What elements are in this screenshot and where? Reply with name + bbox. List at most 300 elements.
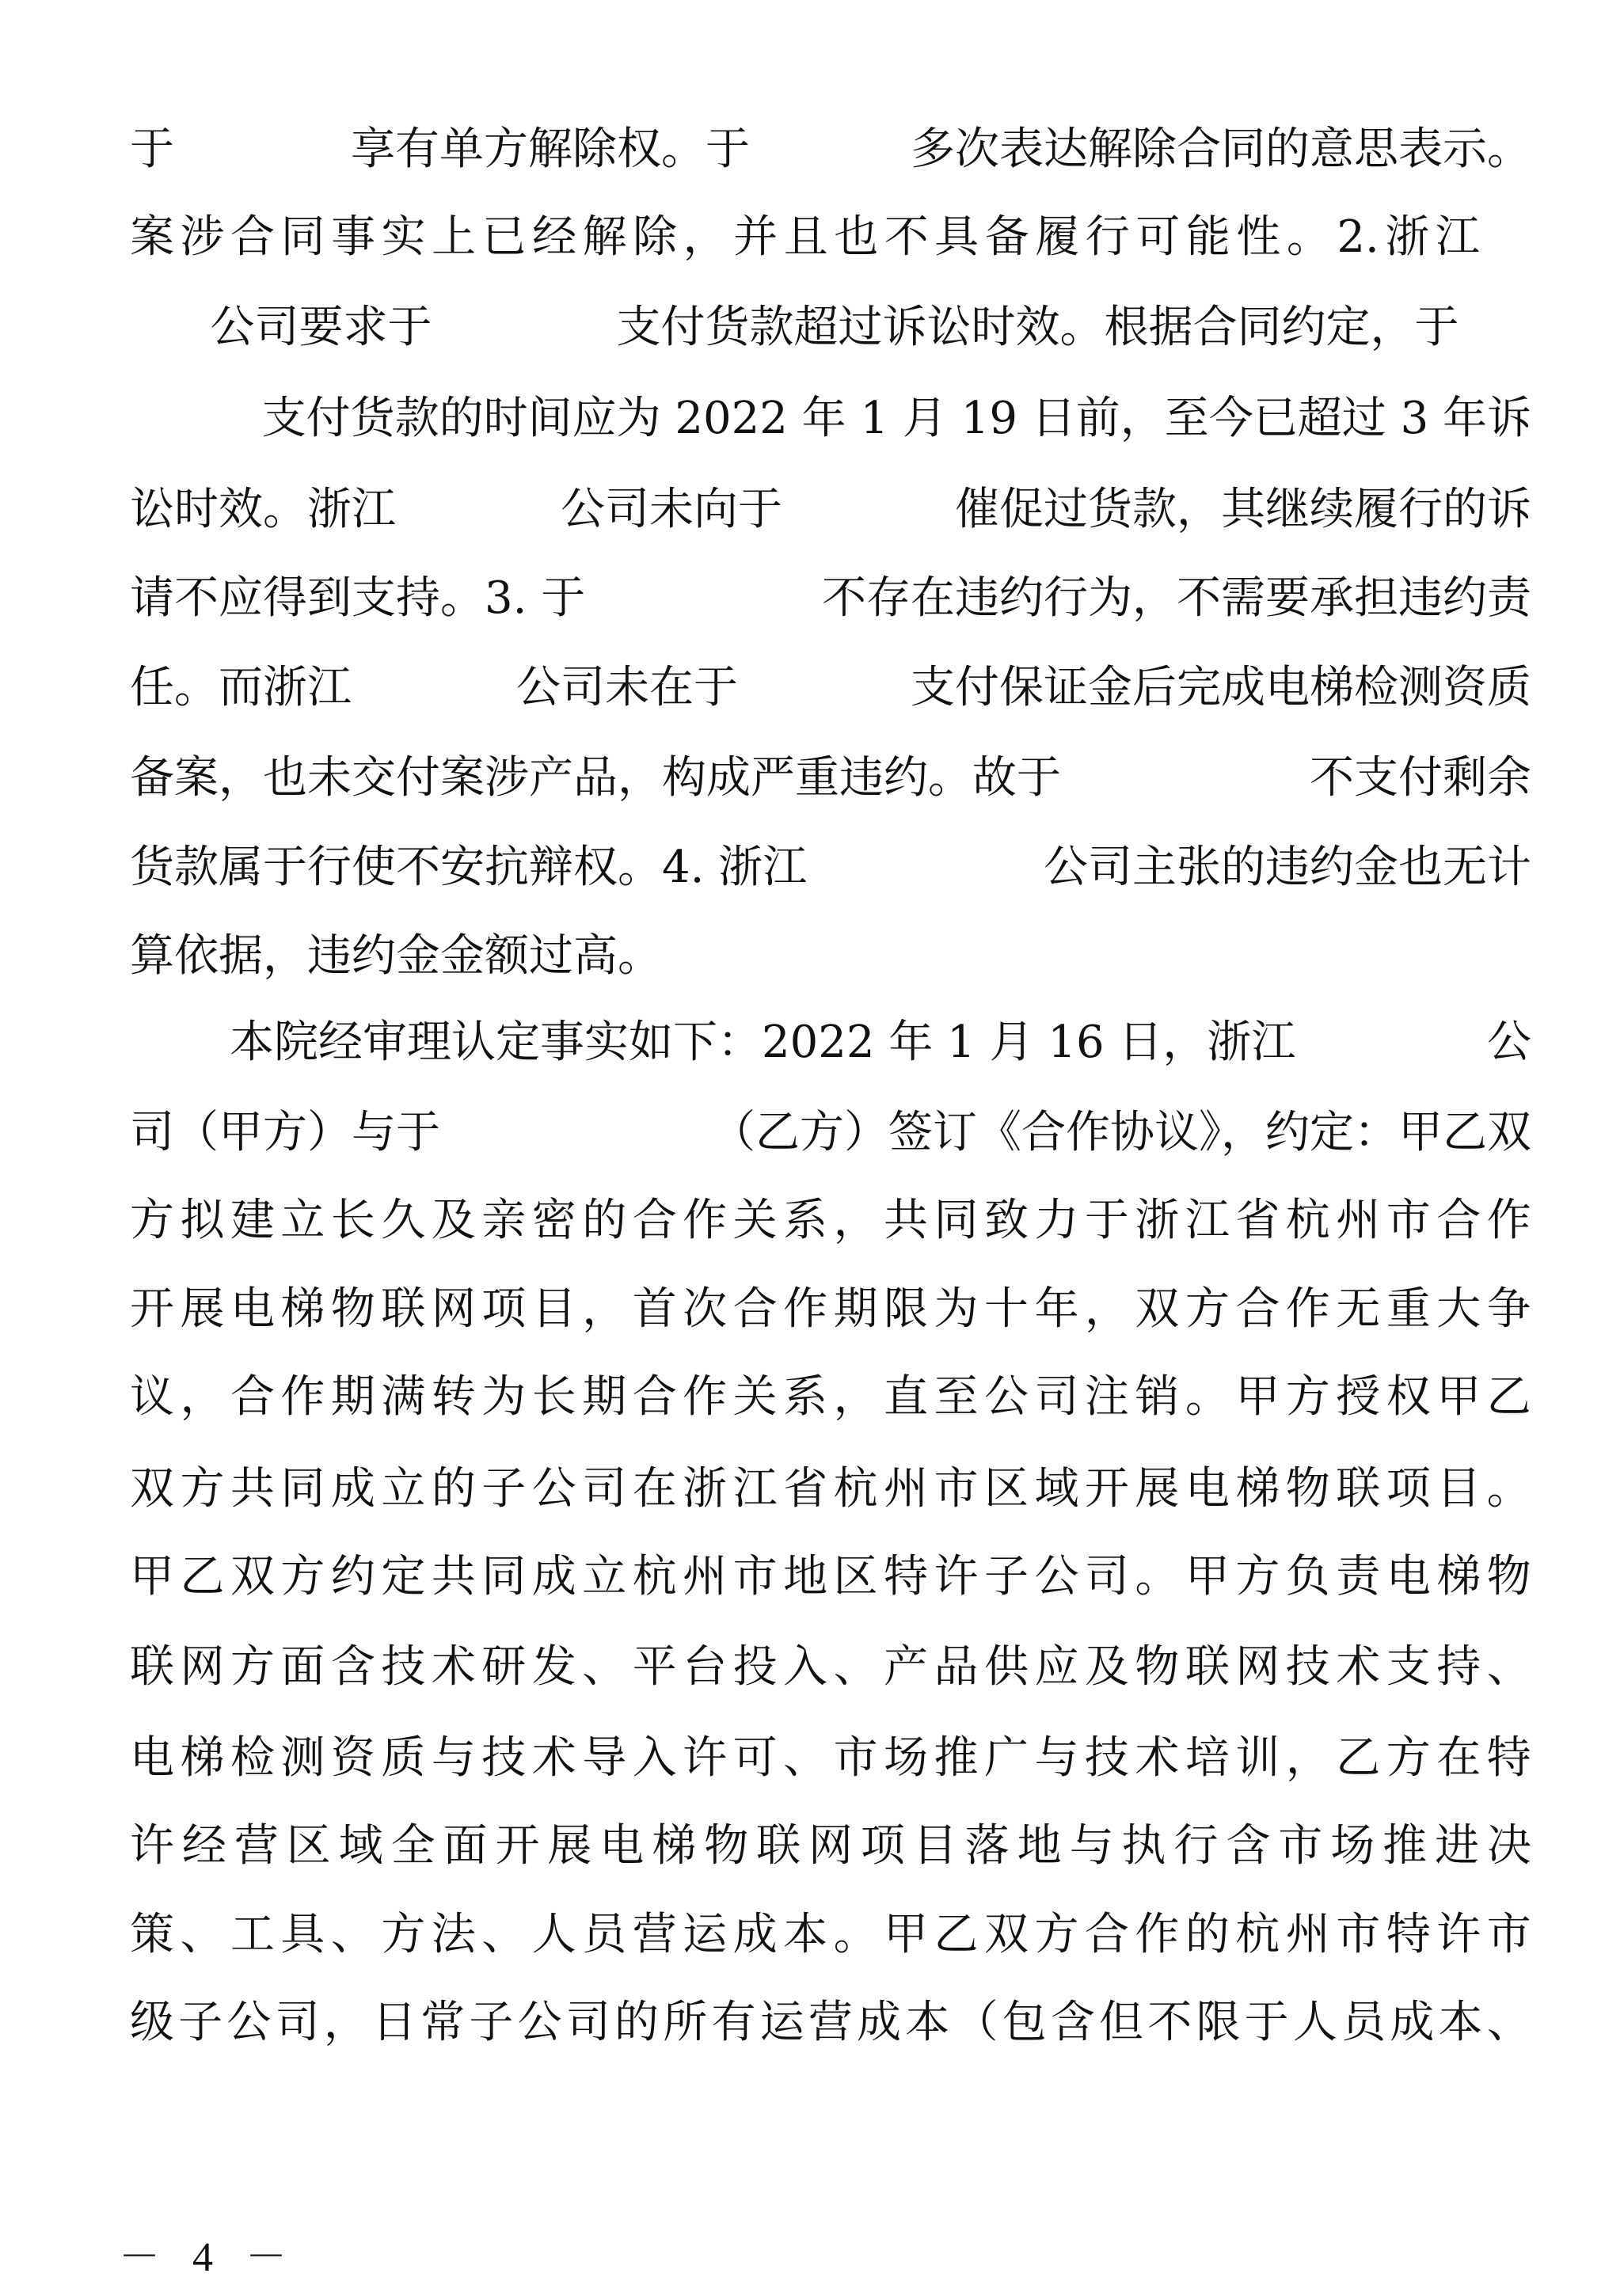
redacted-name [1348,1021,1435,1065]
text-char: 方 [1235,1551,1280,1602]
text-char: 长 [531,1371,576,1423]
text-char: 推 [934,1732,979,1784]
text-char: 方 [230,1641,275,1693]
text-char: 目 [912,1820,957,1872]
text-char: 、 [180,1909,225,1960]
text-char: 特 [884,1551,929,1602]
text-char: 包 [1002,1997,1047,2048]
text-segment: 公司要求于 [210,302,432,353]
text-char: 司 [565,1997,610,2048]
text-char: 术 [1336,1641,1381,1693]
text-char: 2. [1337,211,1379,263]
text-segment: （乙方）签订《合作协议》，约定：甲乙双 [711,1107,1531,1158]
redacted-name [656,576,751,621]
text-char: 期 [833,1283,878,1335]
text-char: 子 [469,1997,514,2048]
text-char: 系 [783,1371,828,1423]
text-char: 梯 [280,1283,325,1335]
text-char: 甲 [1436,1371,1481,1423]
text-char: 网 [180,1641,225,1693]
text-char: ， [833,1195,878,1246]
text-char: 限 [884,1283,929,1335]
text-char: 大 [1436,1283,1481,1335]
text-char: 甲 [1185,1551,1230,1602]
text-char: 人 [531,1909,576,1960]
text-char: 广 [983,1732,1029,1784]
redacted-name [439,488,518,532]
text-segment: 不存在违约行为，不需要承担违约责 [821,572,1531,624]
text-char: 争 [1486,1283,1531,1335]
text-char: 投 [732,1641,778,1693]
text-char: 域 [338,1820,383,1872]
text-line-1 [130,124,1531,176]
text-char: 转 [431,1371,476,1423]
text-char: 常 [420,1997,466,2048]
redacted-name [473,306,576,350]
text-char: 于 [1084,1195,1129,1246]
text-char: 具 [934,211,979,263]
text-char: 与 [431,1732,476,1784]
text-char: 研 [481,1641,527,1693]
text-line-16 [130,1463,1531,1515]
text-char: 物 [1486,1551,1531,1602]
text-char: 联 [381,1283,426,1335]
text-char: 进 [1435,1820,1480,1872]
text-char: 授 [1336,1371,1381,1423]
text-char: 场 [884,1732,929,1784]
text-char: 人 [1292,1997,1337,2048]
text-char: 许 [683,1732,728,1784]
text-char: 成 [330,1463,375,1515]
text-char: ， [323,1997,368,2048]
text-char: 测 [280,1732,325,1784]
text-char: 为 [934,1283,979,1335]
text-line-22 [130,1997,1531,2049]
text-char: 十 [983,1283,1029,1335]
text-char: 力 [1034,1195,1079,1246]
text-char: 技 [1285,1641,1330,1693]
text-char: 共 [230,1463,275,1515]
text-char: 州 [683,1551,728,1602]
text-char: 议 [130,1371,174,1423]
text-char: 经 [532,211,577,263]
text-char: 能 [1185,211,1230,263]
text-char: 作 [1135,1909,1180,1960]
text-char: 域 [1034,1463,1079,1515]
text-char: 公 [226,1997,272,2048]
text-char: 可 [732,1732,778,1784]
text-char: 的 [582,1195,627,1246]
text-line-20 [130,1820,1531,1872]
text-char: 物 [704,1820,749,1872]
text-char: 法 [431,1909,476,1960]
text-char: 开 [130,1283,174,1335]
text-char: 营 [808,1997,853,2048]
text-char: 立 [280,1195,325,1246]
text-line-5 [130,484,1531,536]
text-char: 物 [1285,1463,1330,1515]
redacted-name [773,666,876,710]
text-char: 州 [1285,1909,1330,1960]
text-char: 同 [280,211,325,263]
text-char: 决 [1486,1820,1531,1872]
text-char: 甲 [130,1551,174,1602]
text-char: 公 [983,1371,1029,1423]
text-segment: 讼时效。浙江 [130,484,396,535]
text-char: 长 [330,1195,375,1246]
text-line-8 [130,752,1531,804]
text-char: 性 [1236,211,1281,263]
text-char: 重 [1386,1283,1431,1335]
text-char: 乙 [180,1551,225,1602]
text-char: 梯 [1436,1551,1481,1602]
text-char: 且 [783,211,828,263]
redacted-name [874,846,977,890]
text-char: 网 [1235,1641,1280,1693]
text-char: 、 [582,1641,627,1693]
text-char: 员 [1341,1997,1386,2048]
text-char: 双 [983,1909,1029,1960]
text-char: 项 [860,1820,905,1872]
text-char: 负 [1285,1551,1330,1602]
text-char: 作 [280,1371,325,1423]
text-char: 检 [230,1732,275,1784]
text-line-18 [130,1641,1531,1693]
text-char: 市 [934,1463,979,1515]
text-char: 许 [934,1551,979,1602]
text-char: 双 [230,1551,275,1602]
text-char: 为 [481,1371,527,1423]
text-char: 质 [381,1732,426,1784]
text-char: 司 [1034,1371,1079,1423]
text-char: 及 [1084,1641,1129,1693]
text-char: 省 [1235,1195,1280,1246]
redacted-name [386,666,481,710]
text-char: 可 [1135,211,1181,263]
text-char: 已 [481,211,527,263]
text-char: 训 [1235,1732,1280,1784]
text-char: 甲 [884,1909,929,1960]
text-char: 资 [330,1732,375,1784]
text-char: 杭 [632,1551,677,1602]
text-char: 所 [663,1997,708,2048]
text-char: 省 [783,1463,828,1515]
text-char: ， [582,1283,627,1335]
text-char: 、 [481,1909,527,1960]
text-char: 运 [683,1909,728,1960]
text-char: 含 [330,1641,375,1693]
text-char: 特 [1486,1732,1531,1784]
text-char: 方 [130,1195,174,1246]
text-char: 同 [280,1463,325,1515]
text-char: 作 [683,1195,728,1246]
text-char: 面 [443,1820,488,1872]
text-char: 、 [330,1909,375,1960]
text-char: 含 [1050,1997,1095,2048]
text-char: 在 [632,1463,677,1515]
text-char: 市 [1336,1909,1381,1960]
text-line-14 [130,1283,1531,1336]
text-char: 台 [683,1641,728,1693]
text-char: 术 [531,1732,576,1784]
text-char: 但 [1099,1997,1144,2048]
text-char: 合 [1235,1283,1280,1335]
text-char: 、 [783,1732,828,1784]
text-char: 、 [833,1641,878,1693]
text-char: 市 [732,1551,778,1602]
text-char: 营 [234,1820,279,1872]
text-char: 双 [1135,1283,1180,1335]
text-segment: 备案，也未交付案涉产品，构成严重违约。故于 [130,752,1061,804]
text-char: 履 [1035,211,1080,263]
text-char: （ [953,1997,998,2048]
text-char: 子 [178,1997,223,2048]
text-char: 策 [130,1909,174,1960]
text-char: 项 [1386,1463,1431,1515]
text-char: 联 [1336,1463,1381,1515]
text-char: 电 [130,1732,174,1784]
text-line-13 [130,1195,1531,1247]
redacted-name [520,1111,631,1155]
text-char: 入 [632,1732,677,1784]
text-char: 公 [517,1997,562,2048]
text-char: 培 [1185,1732,1230,1784]
redacted-name [130,306,169,350]
text-char: 双 [130,1463,174,1515]
text-char: 术 [431,1641,476,1693]
text-char: 关 [732,1371,778,1423]
text-char: 上 [432,211,477,263]
text-char: 同 [481,1551,527,1602]
text-char: 区 [983,1463,1029,1515]
text-char: ， [1285,1732,1330,1784]
text-char: 方 [1285,1371,1330,1423]
text-char: 平 [632,1641,677,1693]
text-char: 电 [1185,1463,1230,1515]
text-char: 方 [381,1909,426,1960]
text-char: 首 [632,1283,677,1335]
text-char: 乙 [1336,1732,1381,1784]
text-char: 行 [1085,211,1130,263]
text-char: 市 [1386,1195,1431,1246]
redacted-name [1500,306,1531,350]
text-char: 展 [180,1283,225,1335]
text-char: 梯 [1235,1463,1280,1515]
text-char: ， [1084,1283,1129,1335]
text-char: 至 [934,1371,979,1423]
text-line-11 [230,1017,1531,1069]
text-char: 成 [1390,1997,1435,2048]
text-line-10 [130,930,1531,983]
text-segment: 公 [1487,1017,1531,1068]
text-line-17 [130,1551,1531,1603]
text-char: 司 [582,1463,627,1515]
text-char: 杭 [1285,1195,1330,1246]
text-segment: 任。而浙江 [130,662,352,713]
text-char: 子 [481,1463,527,1515]
text-char: 电 [599,1820,645,1872]
text-char: 次 [683,1283,728,1335]
text-char: 合 [1084,1909,1129,1960]
text-char: 面 [280,1641,325,1693]
text-char: 产 [884,1641,929,1693]
text-char: 并 [733,211,778,263]
text-char: 责 [1336,1551,1381,1602]
text-char: 经 [181,1820,226,1872]
text-segment: 请不应得到支持。3. 于 [130,572,586,624]
text-char: 市 [1278,1820,1323,1872]
text-char: 公 [1034,1551,1079,1602]
text-segment: 支付保证金后完成电梯检测资质 [911,662,1531,713]
text-char: 方 [1386,1732,1431,1784]
text-char: 执 [1121,1820,1166,1872]
text-char: 事 [331,211,376,263]
text-char: 方 [180,1463,225,1515]
text-char: 合 [1436,1195,1481,1246]
text-char: 约 [330,1551,375,1602]
text-char: ， [833,1371,878,1423]
text-char: 区 [833,1551,878,1602]
text-char: 物 [330,1283,375,1335]
text-char: 州 [884,1463,929,1515]
text-char: 、 [1486,1641,1531,1693]
text-char: 立 [381,1463,426,1515]
text-char: 营 [632,1909,677,1960]
text-char: 本 [783,1909,828,1960]
text-char: 员 [582,1909,627,1960]
text-char: 成 [732,1909,778,1960]
text-char: 方 [280,1551,325,1602]
text-char: 合 [230,1371,275,1423]
text-char: 司 [1084,1551,1129,1602]
text-char: 市 [1486,1909,1531,1960]
text-char: 推 [1382,1820,1428,1872]
redacted-name [1138,756,1233,800]
text-char: 本 [905,1997,950,2048]
text-char: 技 [1084,1732,1129,1784]
text-char: 展 [1135,1463,1180,1515]
text-char: 联 [130,1641,174,1693]
text-line-2 [130,211,1480,264]
text-char: 全 [390,1820,435,1872]
text-char: 建 [230,1195,275,1246]
text-char: 目 [1436,1463,1481,1515]
text-char: 的 [1185,1909,1230,1960]
text-char: 乙 [1486,1371,1531,1423]
text-char: 工 [230,1909,275,1960]
text-char: 供 [983,1641,1029,1693]
text-line-4 [130,393,1531,445]
text-char: 持 [1436,1641,1481,1693]
text-char: 同 [934,1195,979,1246]
redacted-name [130,397,173,441]
text-char: 久 [381,1195,426,1246]
text-char: 作 [783,1283,828,1335]
text-char: 除 [633,211,678,263]
text-char: 期 [330,1371,375,1423]
text-char: 级 [130,1997,174,2048]
text-char: 甲 [1235,1371,1280,1423]
text-segment: 享有单方解除权。于 [351,124,750,175]
text-segment: 于 [130,124,174,175]
text-char: 无 [1336,1283,1381,1335]
text-char: 地 [783,1551,828,1602]
text-char: 方 [1034,1909,1079,1960]
text-char: 具 [280,1909,325,1960]
text-char: 电 [230,1283,275,1335]
text-char: 开 [495,1820,540,1872]
text-char: 江 [1185,1195,1230,1246]
redacted-name [196,127,330,172]
text-char: 司 [275,1997,320,2048]
text-char: 浙 [683,1463,728,1515]
text-char: 注 [1084,1371,1129,1423]
text-char: 。 [1135,1551,1180,1602]
text-char: 行 [1173,1820,1219,1872]
text-char: 电 [1386,1551,1431,1602]
text-char: 及 [431,1195,476,1246]
text-char: 江 [732,1463,778,1515]
text-char: 开 [1084,1463,1129,1515]
text-char: 杭 [1235,1909,1280,1960]
text-char: 许 [130,1820,174,1872]
text-line-19 [130,1732,1531,1785]
text-char: 州 [1336,1195,1381,1246]
text-segment: 支付货款超过诉讼时效。根据合同约定，于 [616,302,1459,353]
text-char: 浙 [1135,1195,1180,1246]
text-char: 乙 [934,1909,979,1960]
text-line-3 [130,302,1531,354]
text-char: 作 [1285,1283,1330,1335]
text-line-6 [130,572,1531,625]
text-char: 作 [1486,1195,1531,1246]
text-char: 直 [884,1371,929,1423]
text-char: 也 [834,211,879,263]
text-char: 网 [808,1820,853,1872]
text-char: 案 [130,211,174,263]
text-char: 品 [934,1641,979,1693]
text-char: 定 [381,1551,426,1602]
text-char: 技 [481,1732,527,1784]
text-char: 涉 [180,211,225,263]
text-char: 运 [759,1997,804,2048]
text-segment: 公司主张的违约金也无计 [1043,842,1531,893]
text-char: 展 [547,1820,592,1872]
text-char: 项 [481,1283,527,1335]
text-char: 于 [1244,1997,1289,2048]
text-char: 实 [381,211,426,263]
text-char: 年 [1034,1283,1079,1335]
text-char: 。 [1286,211,1331,263]
text-char: ， [180,1371,225,1423]
text-char: 备 [984,211,1029,263]
text-char: 入 [783,1641,828,1693]
text-char: 销 [1135,1371,1180,1423]
text-char: 物 [1135,1641,1180,1693]
text-char: 在 [1436,1732,1481,1784]
text-char: 满 [381,1371,426,1423]
text-char: 的 [614,1997,660,2048]
text-char: 落 [964,1820,1010,1872]
text-char: 合 [230,211,276,263]
text-line-21 [130,1909,1531,1961]
text-char: 关 [732,1195,778,1246]
text-char: 特 [1386,1909,1431,1960]
text-segment: 公司未向于 [561,484,782,535]
text-char: 密 [531,1195,576,1246]
text-char: 与 [1034,1732,1079,1784]
text-char: 拟 [180,1195,225,1246]
